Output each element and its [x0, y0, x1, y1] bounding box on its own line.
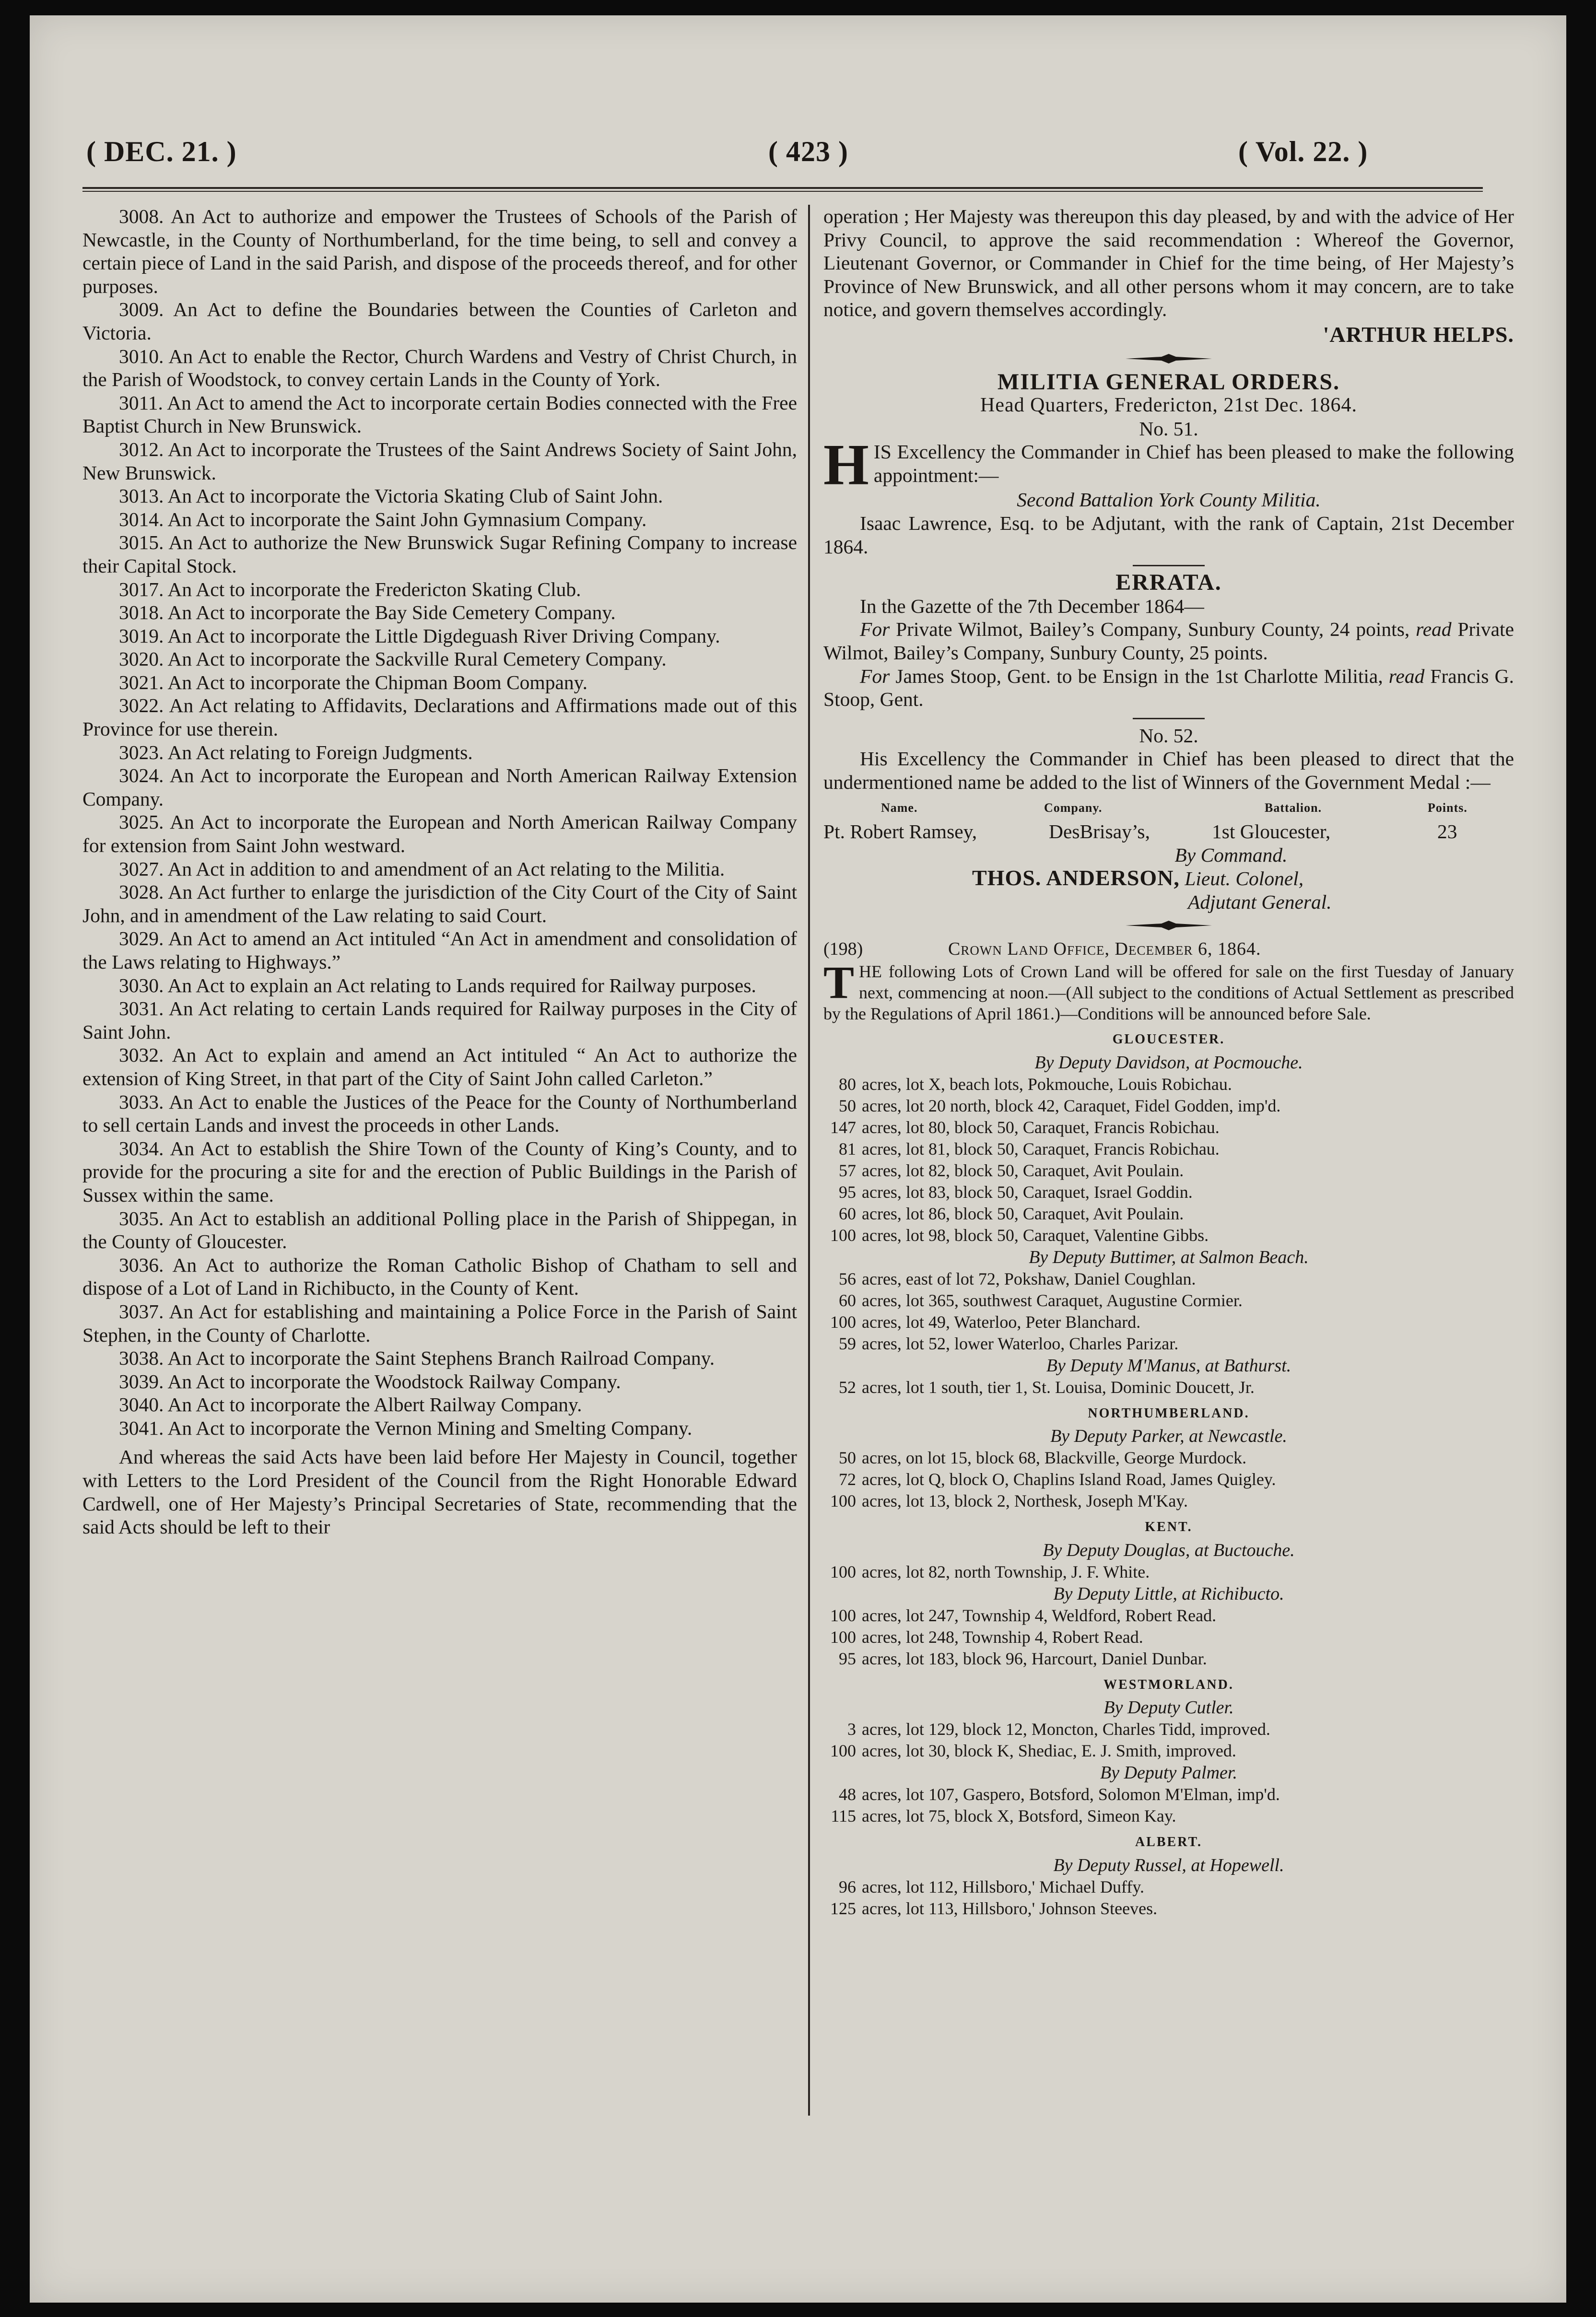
lot-row [823, 1311, 1514, 1333]
privy-council-signature: 'ARTHUR HELPS. [1323, 322, 1514, 347]
act-entry: 3033. An Act to enable the Justices of the Peace for the County of Northumberland to sell certain Lands and invest the proceeds in other Lands. [82, 1090, 797, 1136]
medal-winner-points: 23 [1437, 820, 1457, 843]
crown-land-intro-text: HE following Lots of Crown Land will be offered for sale on the first Tuesday of January next, commencing at noon.—(All subject to the conditions of Actual Settlement as prescribed by the Regulations of April 1861.)—Conditions will be announced before Sale. [823, 962, 1514, 1024]
lot-description: acres, lot 20 north, block 42, Caraquet, Fidel Godden, imp'd. [862, 1096, 1281, 1115]
lot-description: acres, lot 13, block 2, Northesk, Joseph M'Kay. [862, 1491, 1188, 1511]
left-column [82, 205, 797, 1539]
issue-date: ( DEC. 21. ) [86, 136, 237, 167]
lot-row [823, 1138, 1514, 1160]
lot-description: acres, lot 52, lower Waterloo, Charles Parizar. [862, 1334, 1179, 1353]
lot-acreage: 50 [839, 1096, 856, 1115]
errata-corrected-1: Private Wilmot, Bailey’s Company, Sunbury County, 25 points. [823, 618, 1514, 664]
ornament-divider-2 [1123, 920, 1214, 931]
lot-row [823, 1225, 1514, 1246]
short-rule-2 [1133, 718, 1205, 719]
act-entry: 3009. An Act to define the Boundaries between the Counties of Carleton and Victoria. [82, 298, 797, 344]
lot-acreage: 95 [839, 1182, 856, 1202]
lot-description: acres, lot 247, Township 4, Weldford, Robert Read. [862, 1605, 1217, 1625]
lot-row [823, 1290, 1514, 1311]
act-entry: 3027. An Act in addition to and amendment of an Act relating to the Militia. [119, 857, 725, 880]
lot-acreage: 100 [830, 1741, 856, 1761]
lot-description: acres, lot 183, block 96, Harcourt, Daniel Dunbar. [862, 1649, 1207, 1668]
act-entry: 3040. An Act to incorporate the Albert Railway Company. [119, 1393, 582, 1416]
header-rule [82, 187, 1483, 189]
page-header [30, 15, 1566, 198]
act-entry: 3010. An Act to enable the Rector, Church Wardens and Vestry of Christ Church, in the Parish of Woodstock, to convey certain Lands in the County of York. [82, 345, 797, 391]
act-entry: 3030. An Act to explain an Act relating to Lands required for Railway purposes. [119, 974, 756, 996]
medal-header-points: Points. [1428, 801, 1467, 815]
errata-corrected-2: Francis G. Stoop, Gent. [823, 665, 1514, 711]
deputy-heading: By Deputy Russel, at Hopewell. [1053, 1855, 1284, 1875]
lot-row [823, 1469, 1514, 1490]
appointment-text: Isaac Lawrence, Esq. to be Adjutant, with the rank of Captain, 21st December 1864. [823, 512, 1514, 558]
lot-description: acres, lot 112, Hillsboro,' Michael Duffy. [862, 1877, 1145, 1896]
act-entry: 3017. An Act to incorporate the Fredericton Skating Club. [119, 578, 581, 600]
errata-intro: In the Gazette of the 7th December 1864— [860, 595, 1204, 617]
act-entry: 3022. An Act relating to Affidavits, Declarations and Affirmations made out of this Province for use therein. [82, 694, 797, 740]
errata-original-1: Private Wilmot, Bailey’s Company, Sunbury County, 24 points, [890, 618, 1416, 641]
act-entry: 3018. An Act to incorporate the Bay Side Cemetery Company. [119, 601, 616, 624]
lot-acreage: 100 [830, 1312, 856, 1332]
lot-acreage: 95 [839, 1649, 856, 1668]
lot-row [823, 1160, 1514, 1182]
act-entry: 3039. An Act to incorporate the Woodstock Railway Company. [119, 1370, 621, 1393]
lot-acreage: 57 [839, 1160, 856, 1180]
lot-description: acres, on lot 15, block 68, Blackville, George Murdock. [862, 1448, 1247, 1468]
act-entry: 3023. An Act relating to Foreign Judgments. [119, 741, 473, 763]
lot-acreage: 52 [839, 1377, 856, 1397]
lot-description: acres, lot 80, block 50, Caraquet, Francis Robichau. [862, 1117, 1220, 1137]
lot-description: acres, lot 75, block X, Botsford, Simeon Kay. [862, 1806, 1176, 1826]
lot-row [823, 1490, 1514, 1512]
act-entry: 3011. An Act to amend the Act to incorporate certain Bodies connected with the Free Baptist Church in New Brunswick. [82, 391, 797, 437]
lot-description: acres, lot 1 south, tier 1, St. Louisa, Dominic Doucett, Jr. [862, 1377, 1255, 1397]
lot-row [823, 1561, 1514, 1583]
lot-description: acres, lot 129, block 12, Moncton, Charles Tidd, improved. [862, 1720, 1270, 1739]
continuation-paragraph: operation ; Her Majesty was thereupon this day pleased, by and with the advice of Her Privy Council, to approve the said recommendation : Whereof the Governor, Lieutenant Governor, or Commander in Chief for the time being, of Her Majesty’s Province of New Brunswick, and all other persons whom it may concern, are to take notice, and govern themselves accordingly. [823, 205, 1514, 321]
lot-row [823, 1333, 1514, 1355]
lot-description: acres, lot 83, block 50, Caraquet, Israel Goddin. [862, 1182, 1193, 1202]
lot-row [823, 1627, 1514, 1648]
medal-winner-company: DesBrisay’s, [1049, 820, 1150, 843]
crown-land-office: Crown Land Office, December 6, 1864. [948, 939, 1261, 960]
lot-acreage: 125 [830, 1899, 856, 1918]
act-entry: 3012. An Act to incorporate the Trustees of the Saint Andrews Society of Saint John, New Brunswick. [82, 438, 797, 484]
lot-acreage: 59 [839, 1334, 856, 1353]
county-heading: GLOUCESTER. [1112, 1032, 1225, 1047]
act-entry: 3013. An Act to incorporate the Victoria Skating Club of Saint John. [119, 485, 663, 507]
act-entry: 3014. An Act to incorporate the Saint John Gymnasium Company. [119, 508, 647, 530]
lot-description: acres, lot 82, block 50, Caraquet, Avit Poulain. [862, 1160, 1184, 1180]
act-entry: 3041. An Act to incorporate the Vernon Mining and Smelting Company. [119, 1416, 692, 1439]
act-entry: 3029. An Act to amend an Act intituled “An Act in amendment and consolidation of the Laws relating to Highways.” [82, 927, 797, 973]
page-number: ( 423 ) [768, 136, 848, 167]
lot-description: acres, lot 30, block K, Shediac, E. J. Smith, improved. [862, 1741, 1236, 1761]
lot-description: acres, lot 49, Waterloo, Peter Blanchard. [862, 1312, 1141, 1332]
order-51-dropcap: H [823, 433, 869, 498]
lot-description: acres, lot 107, Gaspero, Botsford, Solomon M'Elman, imp'd. [862, 1785, 1280, 1804]
lot-acreage: 81 [839, 1139, 856, 1158]
lot-description: acres, lot 98, block 50, Caraquet, Valentine Gibbs. [862, 1225, 1209, 1245]
lot-row [823, 1074, 1514, 1095]
medal-winner-battalion: 1st Gloucester, [1212, 820, 1331, 843]
lot-acreage: 100 [830, 1605, 856, 1625]
medal-header-name: Name. [881, 801, 918, 815]
act-entry: 3015. An Act to authorize the New Brunswick Sugar Refining Company to increase their Capital Stock. [82, 531, 797, 577]
lot-acreage: 56 [839, 1269, 856, 1288]
closing-paragraph: And whereas the said Acts have been laid before Her Majesty in Council, together with Letters to the Lord President of the Council from the Right Honorable Edward Cardwell, one of Her Majesty’s Principal Secretaries of State, recommending that the said Acts should be left to their [82, 1446, 797, 1538]
right-column [823, 205, 1514, 1919]
deputy-heading: By Deputy Douglas, at Buctouche. [1043, 1540, 1295, 1560]
lot-description: acres, lot 248, Township 4, Robert Read. [862, 1627, 1143, 1647]
acts-list [82, 205, 797, 1439]
signer-name: THOS. ANDERSON, [972, 866, 1180, 890]
act-entry: 3024. An Act to incorporate the European and North American Railway Extension Company. [82, 764, 797, 810]
lot-acreage: 100 [830, 1627, 856, 1647]
lot-description: acres, lot 365, southwest Caraquet, Augustine Cormier. [862, 1290, 1243, 1310]
lot-row [823, 1117, 1514, 1138]
act-entry: 3031. An Act relating to certain Lands required for Railway purposes in the City of Saint John. [82, 997, 797, 1043]
act-entry: 3025. An Act to incorporate the European and North American Railway Company for extension from Saint John westward. [82, 811, 797, 857]
lot-description: acres, lot 113, Hillsboro,' Johnson Steeves. [862, 1899, 1158, 1918]
deputy-heading: By Deputy Little, at Richibucto. [1053, 1583, 1284, 1604]
errata-item-1 [823, 618, 1514, 664]
act-entry: 3032. An Act to explain and amend an Act intituled “ An Act to authorize the extension of King Street, in that part of the City of Saint John called Carleton.” [82, 1044, 797, 1089]
ornament-divider [1123, 353, 1214, 364]
errata-read-1: read [1416, 618, 1452, 641]
lot-description: acres, lot 86, block 50, Caraquet, Avit Poulain. [862, 1204, 1184, 1223]
crown-land-intro [823, 957, 1514, 1024]
county-heading: NORTHUMBERLAND. [1088, 1405, 1250, 1421]
order-number-52: No. 52. [1139, 724, 1198, 747]
gazette-page [30, 15, 1566, 2303]
lot-row [823, 1648, 1514, 1670]
signer-title: Adjutant General. [1188, 890, 1332, 913]
lot-row [823, 1805, 1514, 1827]
lot-acreage: 100 [830, 1225, 856, 1245]
county-heading: KENT. [1145, 1520, 1193, 1535]
medal-header-company: Company. [1044, 801, 1103, 815]
medal-table-header [823, 796, 1514, 820]
errata-original-2: James Stoop, Gent. to be Ensign in the 1st Charlotte Militia, [890, 665, 1389, 687]
lot-acreage: 60 [839, 1204, 856, 1223]
deputy-heading: By Deputy Palmer. [1100, 1763, 1237, 1783]
lot-row [823, 1784, 1514, 1805]
deputy-heading: By Deputy M'Manus, at Bathurst. [1046, 1355, 1291, 1376]
lot-row [823, 1377, 1514, 1398]
crown-land-dropcap: T [823, 957, 855, 1008]
lot-acreage: 147 [830, 1117, 856, 1137]
notice-number: (198) [823, 939, 863, 960]
lot-row [823, 1719, 1514, 1740]
order-52-text: His Excellency the Commander in Chief has been pleased to direct that the undermentioned name be added to the list of Winners of the Government Medal :— [823, 748, 1514, 793]
lot-description: acres, lot Q, block O, Chaplins Island Road, James Quigley. [862, 1470, 1276, 1489]
medal-header-battalion: Battalion. [1265, 801, 1322, 815]
lot-acreage: 100 [830, 1491, 856, 1511]
lot-row [823, 1876, 1514, 1898]
medal-winner-name: Pt. Robert Ramsey, [823, 820, 977, 843]
order-51-text: IS Excellency the Commander in Chief has been pleased to make the following appointment:— [873, 441, 1514, 486]
by-command: By Command. [1174, 843, 1288, 866]
errata-read-2: read [1388, 665, 1425, 687]
lot-acreage: 115 [831, 1806, 856, 1826]
act-entry: 3035. An Act to establish an additional Polling place in the Parish of Shippegan, in the County of Gloucester. [82, 1207, 797, 1253]
lot-acreage: 96 [839, 1877, 856, 1896]
lot-row [823, 1740, 1514, 1762]
headquarters-line: Head Quarters, Fredericton, 21st Dec. 1864. [980, 394, 1357, 417]
lot-description: acres, east of lot 72, Pokshaw, Daniel Coughlan. [862, 1269, 1196, 1288]
lot-acreage: 50 [839, 1448, 856, 1468]
deputy-heading: By Deputy Cutler. [1103, 1697, 1234, 1718]
militia-orders-title: MILITIA GENERAL ORDERS. [997, 369, 1340, 395]
lot-acreage: 100 [830, 1562, 856, 1581]
volume-number: ( Vol. 22. ) [1238, 136, 1368, 167]
lot-row [823, 1898, 1514, 1919]
lot-description: acres, lot 81, block 50, Caraquet, Francis Robichau. [862, 1139, 1220, 1158]
act-entry: 3021. An Act to incorporate the Chipman Boom Company. [119, 671, 588, 693]
lot-row [823, 1268, 1514, 1290]
deputy-heading: By Deputy Davidson, at Pocmouche. [1034, 1052, 1303, 1073]
lot-acreage: 60 [839, 1290, 856, 1310]
medal-table-row [823, 820, 1514, 843]
act-entry: 3038. An Act to incorporate the Saint Stephens Branch Railroad Company. [119, 1347, 715, 1369]
lot-acreage: 48 [839, 1785, 856, 1804]
lot-description: acres, lot 82, north Township, J. F. White. [862, 1562, 1150, 1581]
order-51 [823, 433, 1514, 498]
act-entry: 3028. An Act further to enlarge the jurisdiction of the City Court of the City of Saint John, and in amendment of the Law relating to said Court. [82, 881, 797, 926]
lot-row [823, 1605, 1514, 1627]
short-rule [1133, 565, 1205, 566]
lot-row [823, 1095, 1514, 1117]
column-divider [808, 205, 810, 2116]
act-entry: 3036. An Act to authorize the Roman Catholic Bishop of Chatham to sell and dispose of a Lot of Land in Richibucto, in the County of Kent. [82, 1253, 797, 1299]
lot-acreage: 72 [839, 1470, 856, 1489]
order-number-51: No. 51. [1139, 417, 1198, 440]
battalion-name: Second Battalion York County Militia. [1017, 489, 1321, 511]
errata-for-2: For [860, 665, 890, 687]
deputy-heading: By Deputy Buttimer, at Salmon Beach. [1029, 1247, 1309, 1267]
adjutant-signature [823, 866, 1514, 890]
lot-row [823, 1182, 1514, 1203]
act-entry: 3037. An Act for establishing and maintaining a Police Force in the Parish of Saint Stephen, in the County of Charlotte. [82, 1300, 797, 1346]
act-entry: 3019. An Act to incorporate the Little Digdeguash River Driving Company. [119, 624, 720, 647]
county-heading: WESTMORLAND. [1103, 1677, 1234, 1692]
lot-description: acres, lot X, beach lots, Pokmouche, Louis Robichau. [862, 1074, 1232, 1094]
lot-row [823, 1447, 1514, 1469]
errata-for-1: For [860, 618, 890, 641]
lot-acreage: 80 [839, 1074, 856, 1094]
errata-title: ERRATA. [1115, 570, 1222, 596]
act-entry: 3034. An Act to establish the Shire Town of the County of King’s County, and to provide for the procuring a site for and the erection of Public Buildings in the Parish of Sussex within the same. [82, 1137, 797, 1206]
act-entry: 3008. An Act to authorize and empower the Trustees of Schools of the Parish of Newcastle, in the County of Northumberland, for the time being, to sell and convey a certain piece of Land in the said Parish, and dispose of the proceeds thereof, and for other purposes. [82, 205, 797, 297]
county-heading: ALBERT. [1135, 1835, 1203, 1850]
deputy-heading: By Deputy Parker, at Newcastle. [1050, 1426, 1287, 1447]
errata-item-2 [823, 665, 1514, 711]
lot-row [823, 1203, 1514, 1225]
crown-land-lots [823, 1028, 1514, 1919]
signer-rank: Lieut. Colonel, [1185, 867, 1304, 890]
act-entry: 3020. An Act to incorporate the Sackville Rural Cemetery Company. [119, 648, 667, 670]
lot-acreage: 3 [847, 1720, 856, 1739]
crown-land-heading [823, 937, 1514, 961]
header-rule-thin [82, 191, 1483, 192]
